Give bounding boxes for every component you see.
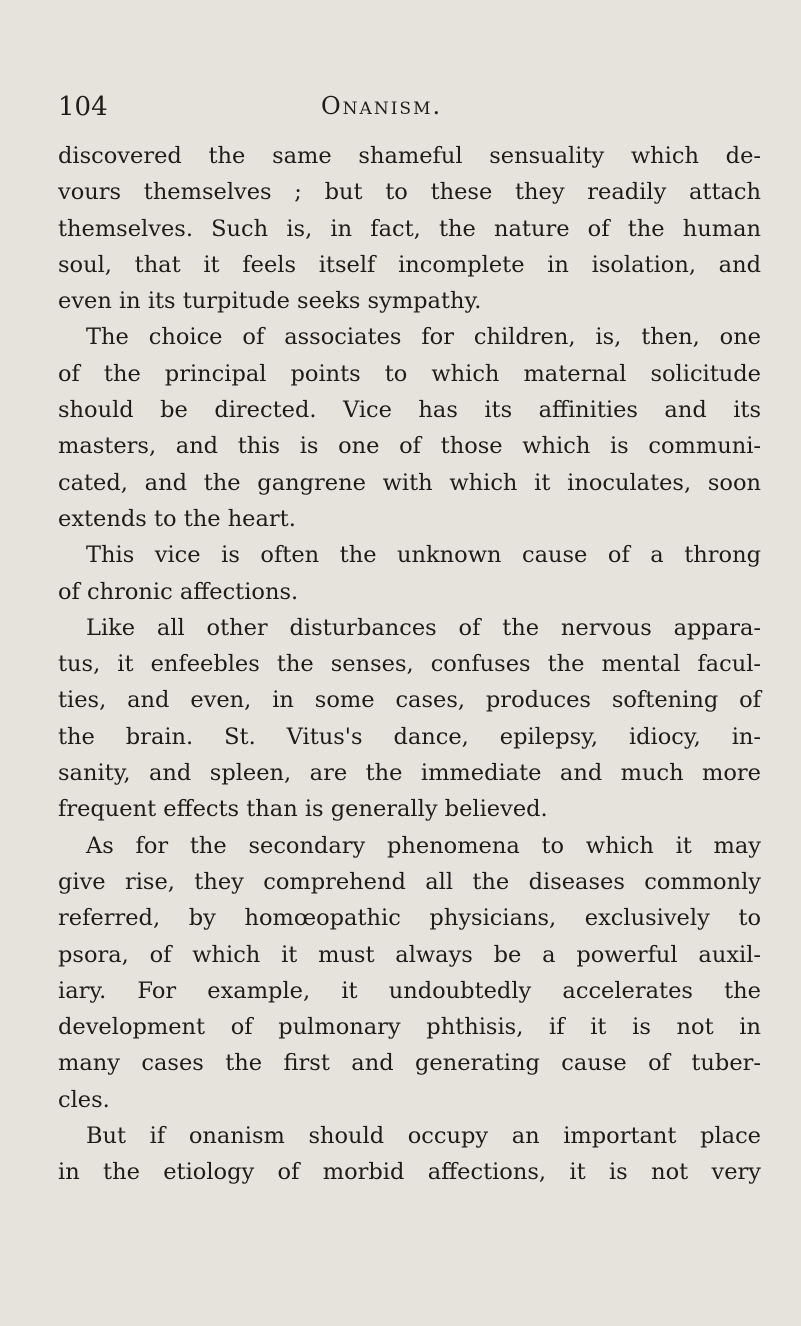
text-line: vours themselves ; but to these they readily attach — [58, 179, 761, 206]
text-line: many cases the first and generating cause of tuber- — [58, 1050, 761, 1077]
body-text — [58, 138, 761, 1191]
paragraph-start-line: This vice is often the unknown cause of a throng — [86, 542, 761, 569]
text-line: themselves. Such is, in fact, the nature of the human — [58, 215, 761, 242]
text-line: give rise, they comprehend all the diseases commonly — [58, 868, 761, 895]
text-line: sanity, and spleen, are the immediate and much more — [58, 760, 761, 787]
text-line: the brain. St. Vitus's dance, epilepsy, idiocy, in- — [58, 723, 761, 750]
paragraph-start-line: Like all other disturbances of the nervous appara- — [86, 614, 761, 641]
text-line: should be directed. Vice has its affinities and its — [58, 397, 761, 424]
paragraph-start-line: The choice of associates for children, is, then, one — [86, 324, 761, 351]
text-line: even in its turpitude seeks sympathy. — [58, 288, 482, 315]
text-line: cles. — [58, 1086, 110, 1113]
text-line: iary. For example, it undoubtedly accelerates the — [58, 977, 761, 1004]
text-line: masters, and this is one of those which is communi- — [58, 433, 761, 460]
text-line: extends to the heart. — [58, 505, 296, 532]
text-line: in the etiology of morbid affections, it is not very — [58, 1159, 761, 1186]
page-number: 104 — [58, 92, 108, 122]
running-head: Onanism. — [321, 92, 443, 120]
text-line: psora, of which it must always be a powerful auxil- — [58, 941, 761, 968]
text-line: discovered the same shameful sensuality which de- — [58, 143, 761, 169]
paragraph-start-line: As for the secondary phenomena to which it may — [86, 832, 761, 859]
text-line: tus, it enfeebles the senses, confuses the mental facul- — [58, 651, 761, 678]
paragraph-start-line: But if onanism should occupy an important place — [86, 1123, 761, 1150]
text-line: frequent effects than is generally believed. — [58, 796, 548, 823]
text-line: of chronic affections. — [58, 578, 299, 605]
text-line: development of pulmonary phthisis, if it is not in — [58, 1014, 761, 1041]
text-line: ties, and even, in some cases, produces softening of — [58, 687, 761, 714]
text-line: of the principal points to which maternal solicitude — [58, 360, 761, 387]
text-line: referred, by homœopathic physicians, exclusively to — [58, 905, 761, 932]
text-line: soul, that it feels itself incomplete in isolation, and — [58, 251, 761, 278]
text-line: cated, and the gangrene with which it inoculates, soon — [58, 469, 761, 496]
page-header — [58, 92, 761, 126]
